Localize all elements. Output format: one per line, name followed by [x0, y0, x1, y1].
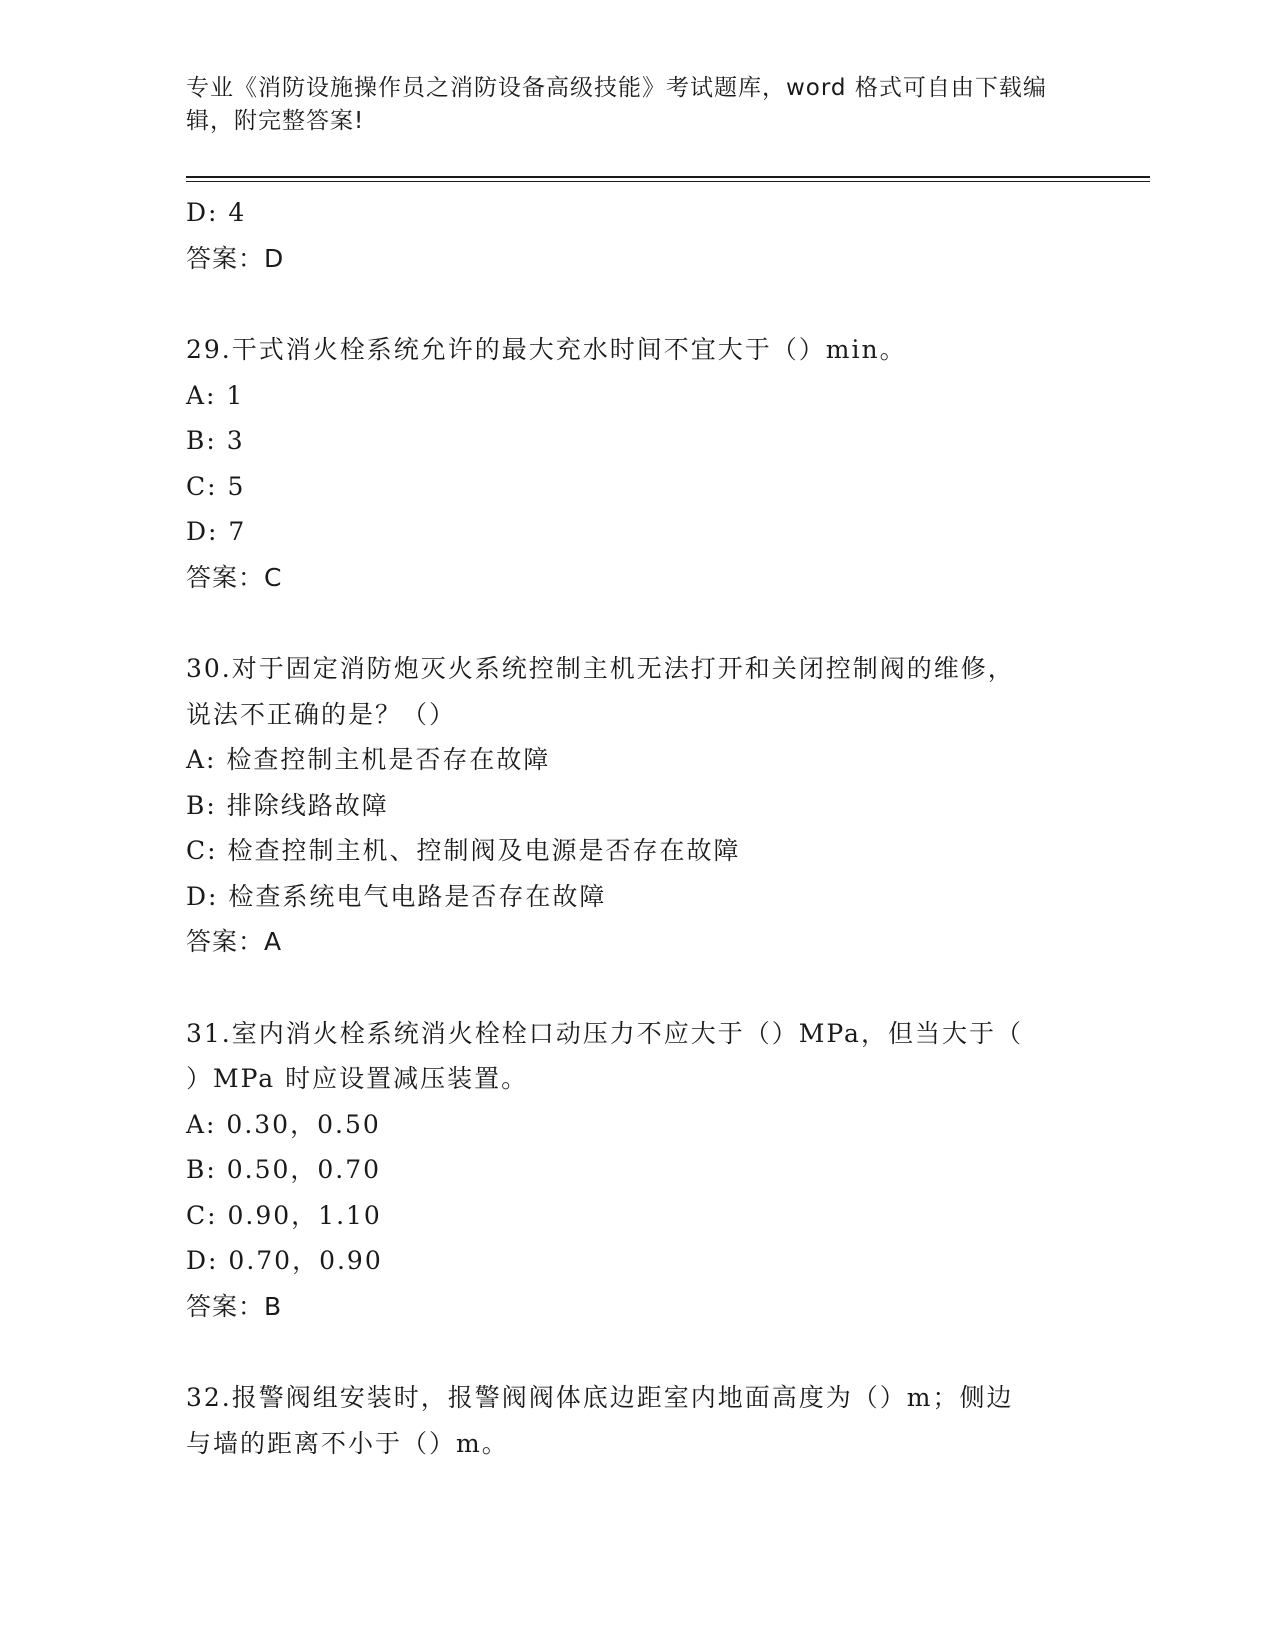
- option-d: D: 7: [186, 517, 247, 546]
- option-a: A: 1: [186, 380, 245, 410]
- spacer: [186, 1329, 1086, 1375]
- answer-line: 答案：D: [186, 243, 285, 273]
- option-b: B: 3: [186, 426, 245, 455]
- question-text-line-2: 与墙的距离不小于（）m。: [186, 1428, 509, 1458]
- question-29: [186, 327, 1086, 600]
- spacer: [186, 281, 1086, 327]
- question-text-line-1: 30.对于固定消防炮灭火系统控制主机无法打开和关闭控制阀的维修，: [186, 654, 1015, 683]
- option-c: C: 检查控制主机、控制阀及电源是否存在故障: [186, 836, 741, 865]
- option-b: B: 排除线路故障: [186, 790, 389, 820]
- option-d: D: 0.70，0.90: [186, 1246, 383, 1275]
- spacer: [186, 965, 1086, 1011]
- answer-line: 答案：C: [186, 562, 283, 592]
- question-text: 29.干式消火栓系统允许的最大充水时间不宜大于（）min。: [186, 335, 907, 364]
- option-c: C: 0.90，1.10: [186, 1200, 382, 1230]
- document-body: [186, 190, 1086, 1466]
- header-line-2: 辑，附完整答案!: [186, 108, 365, 134]
- question-text-line-1: 31.室内消火栓系统消火栓栓口动压力不应大于（）MPa，但当大于（: [186, 1018, 1023, 1048]
- option-d: D: 检查系统电气电路是否存在故障: [186, 881, 607, 911]
- question-text-line-2: ）MPa 时应设置减压装置。: [186, 1064, 529, 1093]
- option-d: D: 4: [186, 198, 247, 227]
- question-text-line-2: 说法不正确的是？（）: [186, 699, 457, 729]
- header-divider-thin: [186, 181, 1150, 182]
- answer-line: 答案：B: [186, 1291, 283, 1321]
- spacer: [186, 600, 1086, 646]
- option-a: A: 检查控制主机是否存在故障: [186, 745, 551, 774]
- question-text-line-1: 32.报警阀组安装时，报警阀阀体底边距室内地面高度为（）m；侧边: [186, 1383, 1014, 1412]
- option-b: B: 0.50，0.70: [186, 1155, 382, 1184]
- header-line-1: 专业《消防设施操作员之消防设备高级技能》考试题库，word 格式可自由下载编: [186, 75, 1047, 101]
- question-31: [186, 1011, 1086, 1330]
- page-header: [186, 72, 1066, 138]
- option-c: C: 5: [186, 471, 246, 501]
- option-a: A: 0.30，0.50: [186, 1109, 381, 1139]
- question-30: [186, 646, 1086, 965]
- header-divider-thick: [186, 176, 1150, 178]
- question-28-tail: [186, 190, 1086, 281]
- question-32: [186, 1375, 1086, 1466]
- answer-line: 答案：A: [186, 927, 283, 956]
